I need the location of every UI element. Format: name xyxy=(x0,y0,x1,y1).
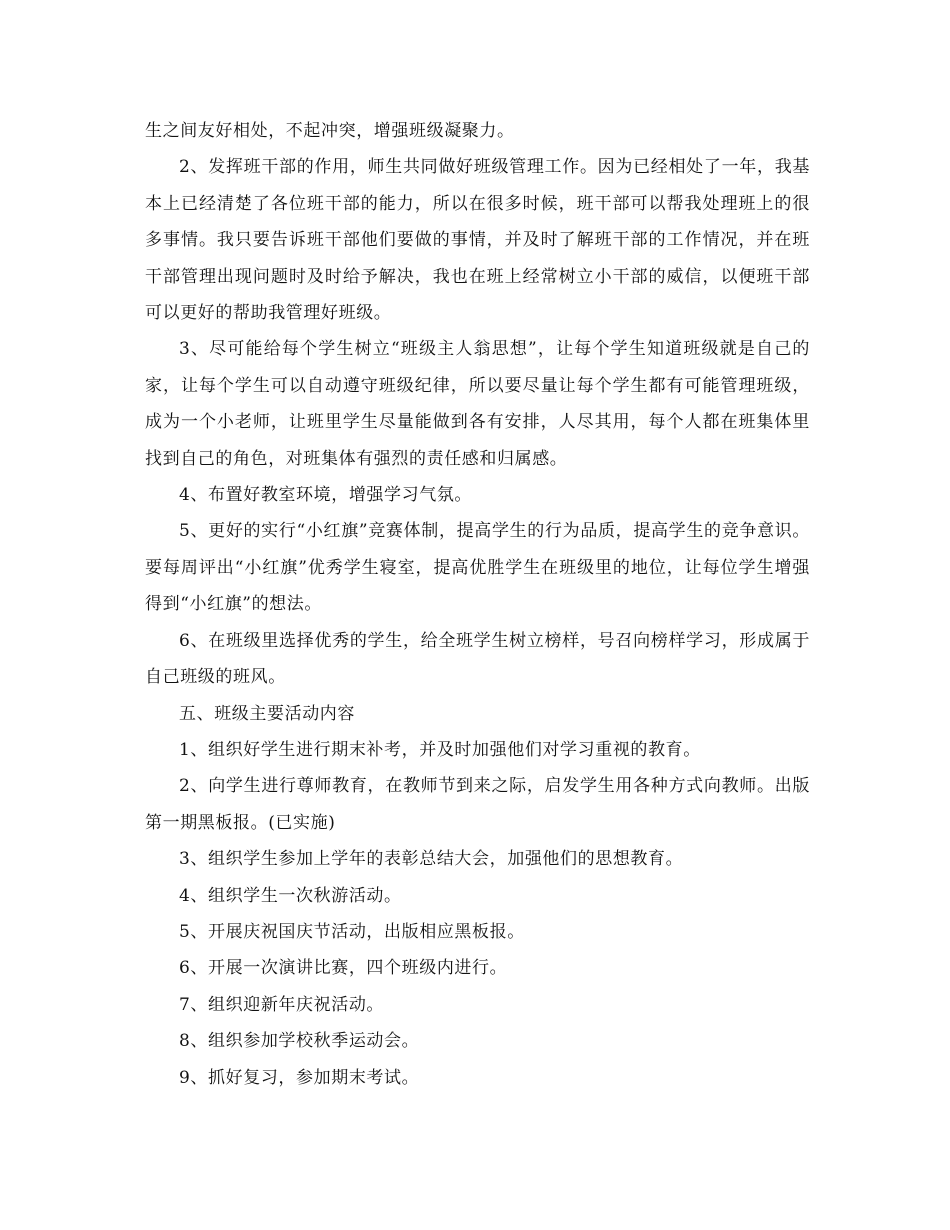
paragraph-item-2-class-cadres: 2、发挥班干部的作用，师生共同做好班级管理工作。因为已经相处了一年，我基本上已经清楚了各位班干部的能力，所以在很多时候，班干部可以帮我处理班上的很多事情。我只要告诉班干部他们要做的事情，并及时了解班干部的工作情况，并在班干部管理出现问题时及时给予解决，我也在班上经常树立小干部的威信，以便班干部可以更好的帮助我管理好班级。 xyxy=(145,157,810,324)
paragraph-item-4-classroom: 4、布置好教室环境，增强学习气氛。 xyxy=(179,485,473,506)
activity-item-3: 3、组织学生参加上学年的表彰总结大会，加强他们的思想教育。 xyxy=(179,849,684,870)
activity-item-9: 9、抓好复习，参加期末考试。 xyxy=(179,1067,420,1088)
activity-item-2: 2、向学生进行尊师教育，在教师节到来之际，启发学生用各种方式向教师。出版第一期黑板报。(已实施) xyxy=(145,776,810,833)
paragraph-continuation: 生之间友好相处，不起冲突，增强班级凝聚力。 xyxy=(145,121,515,141)
activity-item-4: 4、组织学生一次秋游活动。 xyxy=(179,885,402,906)
document-body xyxy=(145,113,810,1096)
section-heading-activities: 五、班级主要活动内容 xyxy=(179,703,355,724)
activity-item-8: 8、组织参加学校秋季运动会。 xyxy=(179,1031,420,1052)
activity-item-7: 7、组织迎新年庆祝活动。 xyxy=(179,994,385,1015)
activity-item-5: 5、开展庆祝国庆节活动，出版相应黑板报。 xyxy=(179,921,525,942)
paragraph-item-5-red-flag: 5、更好的实行“小红旗”竞赛体制，提高学生的行为品质，提高学生的竞争意识。要每周评出“小红旗”优秀学生寝室，提高优胜学生在班级里的地位，让每位学生增强得到“小红旗”的想法。 xyxy=(145,521,810,615)
activity-item-6: 6、开展一次演讲比赛，四个班级内进行。 xyxy=(179,958,508,979)
paragraph-item-3-ownership: 3、尽可能给每个学生树立“班级主人翁思想”，让每个学生知道班级就是自己的家，让每个学生可以自动遵守班级纪律，所以要尽量让每个学生都有可能管理班级，成为一个小老师，让班里学生尽量能做到各有安排，人尽其用，每个人都在班集体里找到自己的角色，对班集体有强烈的责任感和归属感。 xyxy=(145,339,810,469)
activity-item-1: 1、组织好学生进行期末补考，并及时加强他们对学习重视的教育。 xyxy=(179,739,701,760)
paragraph-item-6-role-models: 6、在班级里选择优秀的学生，给全班学生树立榜样，号召向榜样学习，形成属于自己班级的班风。 xyxy=(145,630,810,688)
